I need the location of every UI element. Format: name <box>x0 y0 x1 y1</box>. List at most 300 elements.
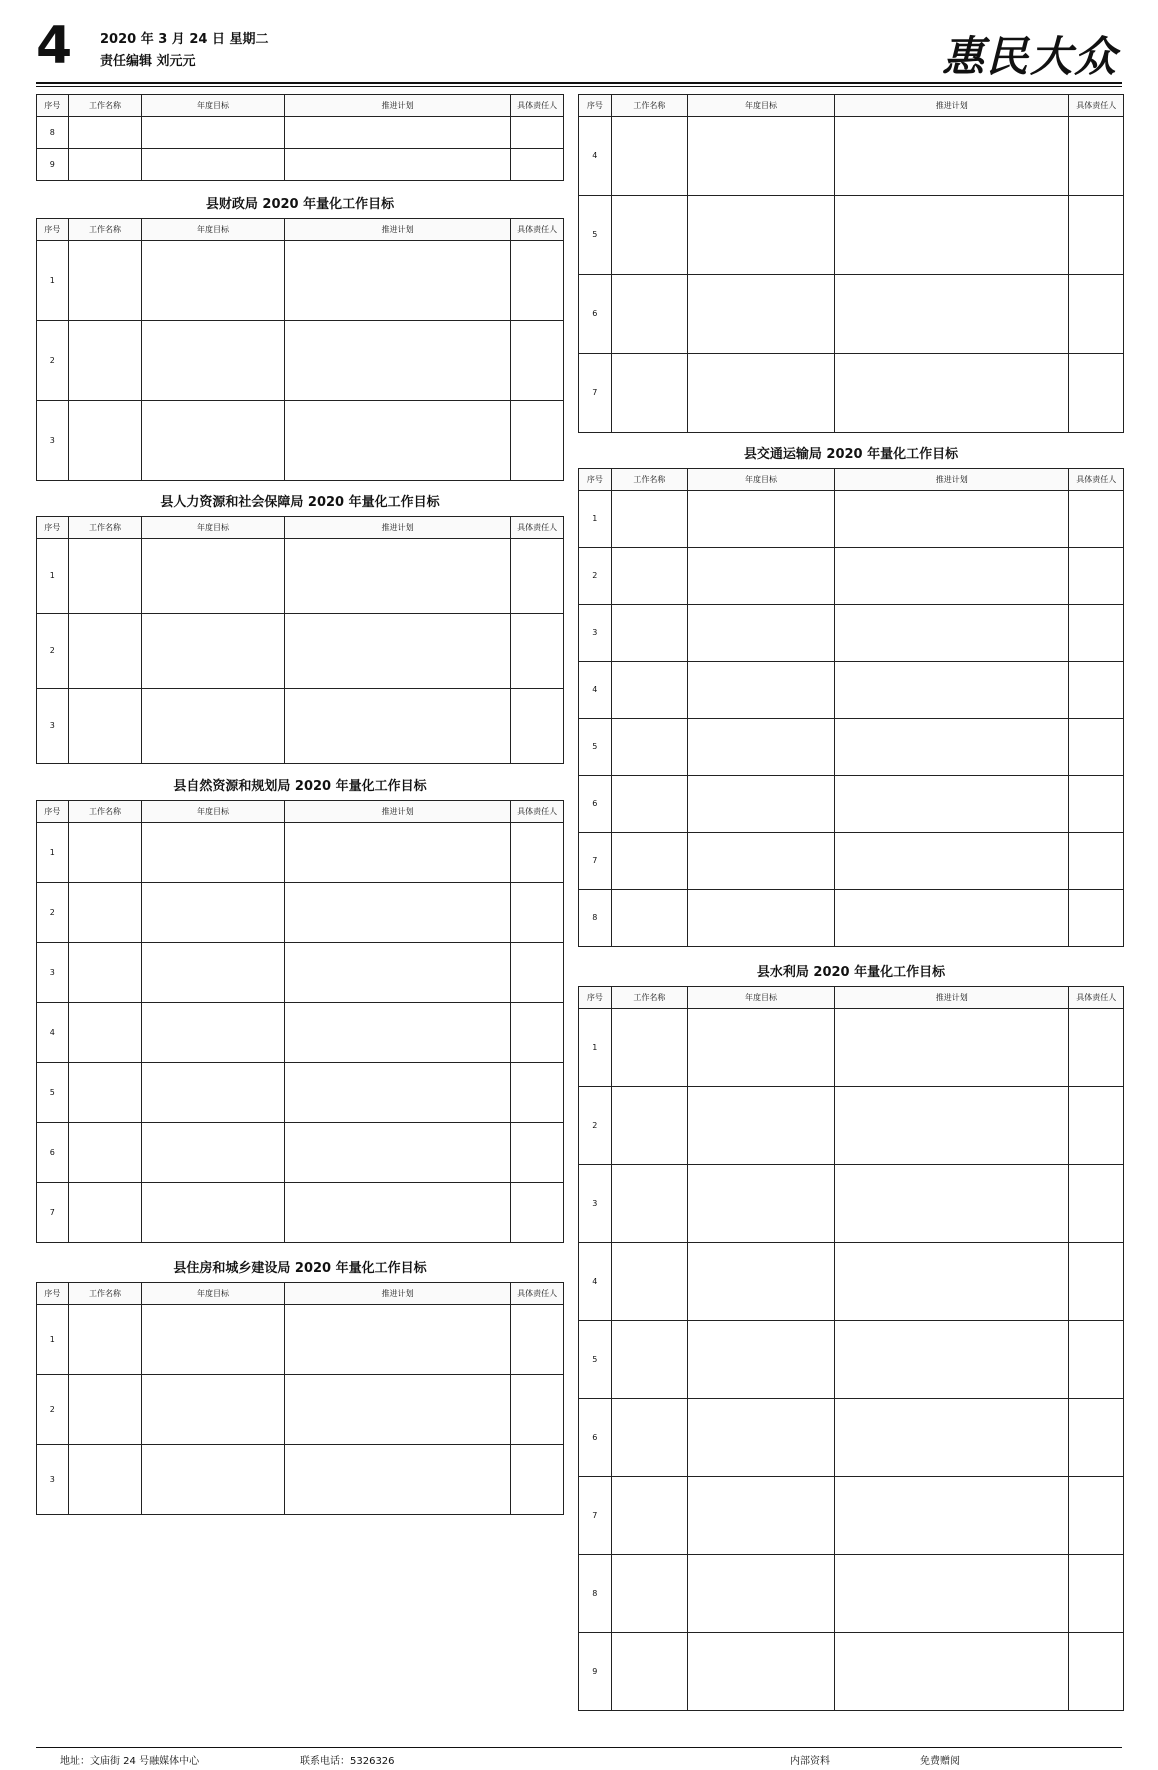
cell-seq: 3 <box>579 1165 612 1243</box>
cell-owner <box>1069 196 1124 275</box>
cell-target <box>687 662 834 719</box>
cell-target <box>142 943 284 1003</box>
cell-name <box>68 539 142 614</box>
cell-owner <box>1069 662 1124 719</box>
column-header-target: 年度目标 <box>142 1283 284 1305</box>
cell-seq: 7 <box>579 354 612 433</box>
column-header-owner: 具体责任人 <box>1069 469 1124 491</box>
cell-owner <box>1069 1321 1124 1399</box>
table-row <box>579 776 1124 833</box>
section-title: 县住房和城乡建设局 2020 年量化工作目标 <box>173 1261 427 1276</box>
cell-plan <box>284 883 511 943</box>
cell-plan <box>835 1399 1069 1477</box>
cell-name <box>611 1555 687 1633</box>
cell-name <box>68 1123 142 1183</box>
table-row <box>37 1063 564 1123</box>
newspaper-logo: 惠民大众 <box>941 32 1118 81</box>
cell-seq: 2 <box>37 1375 69 1445</box>
table-row <box>37 1003 564 1063</box>
cell-seq: 8 <box>37 117 69 149</box>
table-row <box>579 1399 1124 1477</box>
table-row <box>579 1321 1124 1399</box>
cell-plan <box>835 605 1069 662</box>
cell-seq: 6 <box>579 275 612 354</box>
column-header-owner: 具体责任人 <box>511 219 564 241</box>
cell-seq: 3 <box>37 943 69 1003</box>
cell-plan <box>835 1087 1069 1165</box>
column-header-name: 工作名称 <box>611 469 687 491</box>
cell-plan <box>835 833 1069 890</box>
cell-target <box>687 1243 834 1321</box>
section-housing <box>36 1258 564 1516</box>
cell-owner <box>511 614 564 689</box>
cell-owner <box>511 539 564 614</box>
cell-owner <box>1069 1477 1124 1555</box>
cell-plan <box>284 149 511 181</box>
cell-seq: 3 <box>37 689 69 764</box>
table-row <box>579 890 1124 947</box>
cell-name <box>611 354 687 433</box>
cell-target <box>142 883 284 943</box>
column-header-name: 工作名称 <box>611 95 687 117</box>
cell-target <box>142 614 284 689</box>
cell-seq: 5 <box>579 719 612 776</box>
cell-plan <box>284 1003 511 1063</box>
cell-target <box>687 1477 834 1555</box>
table-row <box>37 117 564 149</box>
table-row <box>579 491 1124 548</box>
cell-seq: 2 <box>37 321 69 401</box>
cell-plan <box>284 241 511 321</box>
cell-plan <box>284 1063 511 1123</box>
cell-owner <box>1069 1009 1124 1087</box>
cell-name <box>611 548 687 605</box>
cell-owner <box>1069 833 1124 890</box>
cell-seq: 4 <box>579 117 612 196</box>
page-number: 4 <box>36 16 71 76</box>
cell-owner <box>511 1305 564 1375</box>
cell-name <box>68 1445 142 1515</box>
issue-date: 2020 年 3 月 24 日 星期二 <box>100 32 269 47</box>
cell-owner <box>1069 890 1124 947</box>
cell-target <box>687 275 834 354</box>
cell-plan <box>835 1321 1069 1399</box>
column-header-plan: 推进计划 <box>284 801 511 823</box>
column-header-seq: 序号 <box>37 801 69 823</box>
cell-seq: 2 <box>579 548 612 605</box>
table-row <box>37 241 564 321</box>
cell-owner <box>511 1445 564 1515</box>
cell-seq: 2 <box>579 1087 612 1165</box>
cell-name <box>68 689 142 764</box>
column-header-plan: 推进计划 <box>284 1283 511 1305</box>
footer-address: 地址：文庙街 24 号融媒体中心 <box>60 1756 200 1767</box>
section-top-table <box>36 94 564 180</box>
column-header-seq: 序号 <box>37 219 69 241</box>
cell-owner <box>1069 1555 1124 1633</box>
cell-seq: 1 <box>579 1009 612 1087</box>
table-row <box>579 605 1124 662</box>
cell-owner <box>511 883 564 943</box>
cell-plan <box>835 1477 1069 1555</box>
cell-seq: 2 <box>37 883 69 943</box>
table-row <box>37 149 564 181</box>
cell-owner <box>511 241 564 321</box>
cell-seq: 1 <box>37 1305 69 1375</box>
column-header-seq: 序号 <box>579 95 612 117</box>
cell-seq: 1 <box>37 823 69 883</box>
cell-name <box>68 321 142 401</box>
cell-plan <box>835 1009 1069 1087</box>
cell-name <box>68 401 142 481</box>
cell-plan <box>835 776 1069 833</box>
cell-plan <box>284 1305 511 1375</box>
cell-owner <box>511 117 564 149</box>
cell-name <box>611 491 687 548</box>
cell-plan <box>835 491 1069 548</box>
column-header-owner: 具体责任人 <box>1069 95 1124 117</box>
cell-plan <box>835 1165 1069 1243</box>
cell-target <box>687 776 834 833</box>
column-header-seq: 序号 <box>579 987 612 1009</box>
cell-target <box>142 539 284 614</box>
column-header-target: 年度目标 <box>687 95 834 117</box>
cell-target <box>142 1003 284 1063</box>
cell-seq: 7 <box>37 1183 69 1243</box>
cell-seq: 5 <box>37 1063 69 1123</box>
cell-target <box>142 321 284 401</box>
left-column <box>36 94 564 1516</box>
cell-target <box>687 890 834 947</box>
cell-target <box>687 1399 834 1477</box>
cell-name <box>68 117 142 149</box>
cell-plan <box>835 1633 1069 1711</box>
section-finance <box>36 194 564 480</box>
cell-plan <box>835 662 1069 719</box>
cell-target <box>687 491 834 548</box>
cell-target <box>687 1555 834 1633</box>
cell-target <box>687 833 834 890</box>
column-header-plan: 推进计划 <box>284 95 511 117</box>
goals-table <box>36 1282 564 1515</box>
header-rule-thin <box>36 86 1122 87</box>
cell-name <box>611 833 687 890</box>
cell-owner <box>511 149 564 181</box>
cell-plan <box>284 1375 511 1445</box>
table-row <box>37 321 564 401</box>
cell-owner <box>1069 117 1124 196</box>
goals-table <box>36 94 564 181</box>
cell-seq: 8 <box>579 1555 612 1633</box>
table-row <box>579 275 1124 354</box>
footer-internal: 内部资料 <box>790 1756 830 1767</box>
column-header-plan: 推进计划 <box>284 219 511 241</box>
section-water <box>578 962 1124 1718</box>
table-row <box>37 539 564 614</box>
cell-plan <box>835 548 1069 605</box>
cell-owner <box>511 1063 564 1123</box>
cell-target <box>142 823 284 883</box>
cell-name <box>611 776 687 833</box>
cell-seq: 5 <box>579 196 612 275</box>
cell-name <box>611 1009 687 1087</box>
cell-seq: 1 <box>37 539 69 614</box>
cell-name <box>611 1399 687 1477</box>
cell-seq: 4 <box>37 1003 69 1063</box>
cell-plan <box>284 1183 511 1243</box>
goals-table <box>578 986 1124 1711</box>
cell-target <box>687 1321 834 1399</box>
column-header-seq: 序号 <box>37 1283 69 1305</box>
cell-target <box>687 117 834 196</box>
cell-plan <box>835 719 1069 776</box>
cell-owner <box>511 321 564 401</box>
cell-target <box>142 401 284 481</box>
cell-name <box>68 1375 142 1445</box>
footer-free: 免费赠阅 <box>920 1756 960 1767</box>
column-header-seq: 序号 <box>37 517 69 539</box>
cell-name <box>68 1003 142 1063</box>
cell-target <box>687 1633 834 1711</box>
column-header-owner: 具体责任人 <box>511 517 564 539</box>
table-row <box>37 943 564 1003</box>
column-header-name: 工作名称 <box>611 987 687 1009</box>
column-header-name: 工作名称 <box>68 801 142 823</box>
cell-seq: 1 <box>579 491 612 548</box>
column-header-target: 年度目标 <box>142 517 284 539</box>
cell-seq: 2 <box>37 614 69 689</box>
section-hr <box>36 492 564 764</box>
cell-target <box>687 196 834 275</box>
footer-phone: 联系电话：5326326 <box>300 1756 395 1767</box>
column-header-target: 年度目标 <box>687 987 834 1009</box>
cell-seq: 1 <box>37 241 69 321</box>
masthead <box>0 0 1158 88</box>
section-title: 县交通运输局 2020 年量化工作目标 <box>743 447 959 462</box>
table-row <box>579 1555 1124 1633</box>
cell-plan <box>835 275 1069 354</box>
cell-owner <box>511 1183 564 1243</box>
cell-target <box>142 689 284 764</box>
cell-name <box>68 149 142 181</box>
cell-target <box>687 719 834 776</box>
table-row <box>37 883 564 943</box>
cell-name <box>68 1183 142 1243</box>
goals-table <box>36 218 564 481</box>
column-header-plan: 推进计划 <box>835 95 1069 117</box>
cell-target <box>142 1123 284 1183</box>
cell-seq: 6 <box>37 1123 69 1183</box>
section-title: 县财政局 2020 年量化工作目标 <box>205 197 395 212</box>
cell-seq: 9 <box>579 1633 612 1711</box>
table-row <box>579 548 1124 605</box>
cell-name <box>611 1243 687 1321</box>
cell-owner <box>1069 275 1124 354</box>
right-column <box>578 94 1124 1718</box>
cell-target <box>142 149 284 181</box>
cell-name <box>611 605 687 662</box>
cell-owner <box>1069 605 1124 662</box>
cell-owner <box>1069 1243 1124 1321</box>
cell-name <box>68 883 142 943</box>
cell-target <box>142 1063 284 1123</box>
cell-seq: 8 <box>579 890 612 947</box>
column-header-owner: 具体责任人 <box>511 1283 564 1305</box>
cell-name <box>611 662 687 719</box>
cell-name <box>611 719 687 776</box>
column-header-owner: 具体责任人 <box>511 95 564 117</box>
cell-owner <box>511 689 564 764</box>
table-row <box>579 1243 1124 1321</box>
cell-name <box>68 614 142 689</box>
column-header-seq: 序号 <box>37 95 69 117</box>
goals-table <box>578 94 1124 433</box>
cell-seq: 3 <box>579 605 612 662</box>
cell-name <box>611 117 687 196</box>
cell-name <box>611 1477 687 1555</box>
cell-owner <box>1069 354 1124 433</box>
cell-plan <box>835 1243 1069 1321</box>
cell-owner <box>1069 548 1124 605</box>
cell-name <box>68 823 142 883</box>
table-row <box>37 401 564 481</box>
cell-owner <box>1069 1399 1124 1477</box>
column-header-name: 工作名称 <box>68 95 142 117</box>
cell-plan <box>284 321 511 401</box>
cell-target <box>687 605 834 662</box>
table-row <box>579 354 1124 433</box>
cell-plan <box>284 1445 511 1515</box>
table-row <box>579 1477 1124 1555</box>
column-header-owner: 具体责任人 <box>511 801 564 823</box>
cell-plan <box>835 890 1069 947</box>
table-row <box>579 1087 1124 1165</box>
cell-name <box>611 1633 687 1711</box>
cell-plan <box>284 539 511 614</box>
column-header-name: 工作名称 <box>68 1283 142 1305</box>
cell-name <box>611 1087 687 1165</box>
column-header-plan: 推进计划 <box>835 987 1069 1009</box>
cell-owner <box>1069 1087 1124 1165</box>
section-title: 县自然资源和规划局 2020 年量化工作目标 <box>173 779 427 794</box>
cell-plan <box>835 196 1069 275</box>
cell-name <box>611 890 687 947</box>
table-row <box>37 1375 564 1445</box>
table-row <box>579 1165 1124 1243</box>
cell-plan <box>284 1123 511 1183</box>
cell-target <box>142 117 284 149</box>
column-header-target: 年度目标 <box>142 219 284 241</box>
cell-target <box>142 1375 284 1445</box>
cell-target <box>687 1165 834 1243</box>
cell-name <box>611 1165 687 1243</box>
section-housing-cont <box>578 94 1124 434</box>
cell-target <box>687 354 834 433</box>
cell-owner <box>511 823 564 883</box>
table-row <box>37 1123 564 1183</box>
cell-owner <box>1069 1165 1124 1243</box>
column-header-name: 工作名称 <box>68 219 142 241</box>
editor-line: 责任编辑 刘元元 <box>100 54 196 69</box>
goals-table <box>578 468 1124 947</box>
table-row <box>37 823 564 883</box>
cell-owner <box>1069 719 1124 776</box>
cell-owner <box>511 401 564 481</box>
header-rule <box>36 82 1122 84</box>
column-header-seq: 序号 <box>579 469 612 491</box>
column-header-plan: 推进计划 <box>835 469 1069 491</box>
cell-owner <box>511 943 564 1003</box>
column-header-name: 工作名称 <box>68 517 142 539</box>
cell-name <box>611 196 687 275</box>
cell-target <box>142 1445 284 1515</box>
table-row <box>579 196 1124 275</box>
cell-seq: 4 <box>579 662 612 719</box>
cell-name <box>68 241 142 321</box>
cell-target <box>142 241 284 321</box>
table-row <box>579 719 1124 776</box>
cell-seq: 4 <box>579 1243 612 1321</box>
footer-rule <box>36 1747 1122 1748</box>
cell-name <box>68 1063 142 1123</box>
table-row <box>37 614 564 689</box>
table-row <box>579 1009 1124 1087</box>
cell-plan <box>835 1555 1069 1633</box>
section-title: 县人力资源和社会保障局 2020 年量化工作目标 <box>160 495 440 510</box>
cell-owner <box>511 1003 564 1063</box>
cell-seq: 7 <box>579 833 612 890</box>
cell-target <box>142 1183 284 1243</box>
table-row <box>579 117 1124 196</box>
table-row <box>37 1445 564 1515</box>
section-title: 县水利局 2020 年量化工作目标 <box>756 965 946 980</box>
cell-plan <box>835 354 1069 433</box>
table-row <box>37 689 564 764</box>
cell-owner <box>1069 1633 1124 1711</box>
column-header-target: 年度目标 <box>687 469 834 491</box>
cell-seq: 3 <box>37 401 69 481</box>
goals-table <box>36 516 564 764</box>
cell-owner <box>1069 491 1124 548</box>
cell-owner <box>1069 776 1124 833</box>
table-row <box>579 1633 1124 1711</box>
cell-target <box>687 1009 834 1087</box>
cell-seq: 6 <box>579 1399 612 1477</box>
cell-target <box>142 1305 284 1375</box>
cell-plan <box>284 614 511 689</box>
cell-plan <box>284 823 511 883</box>
cell-name <box>68 943 142 1003</box>
cell-plan <box>835 117 1069 196</box>
column-header-plan: 推进计划 <box>284 517 511 539</box>
cell-name <box>68 1305 142 1375</box>
goals-table <box>36 800 564 1243</box>
cell-plan <box>284 689 511 764</box>
table-row <box>579 833 1124 890</box>
table-row <box>579 662 1124 719</box>
cell-plan <box>284 943 511 1003</box>
section-transport <box>578 444 1124 952</box>
cell-target <box>687 548 834 605</box>
cell-owner <box>511 1375 564 1445</box>
cell-seq: 9 <box>37 149 69 181</box>
section-natural <box>36 776 564 1246</box>
cell-seq: 3 <box>37 1445 69 1515</box>
column-header-target: 年度目标 <box>142 95 284 117</box>
table-row <box>37 1305 564 1375</box>
cell-seq: 6 <box>579 776 612 833</box>
cell-seq: 5 <box>579 1321 612 1399</box>
